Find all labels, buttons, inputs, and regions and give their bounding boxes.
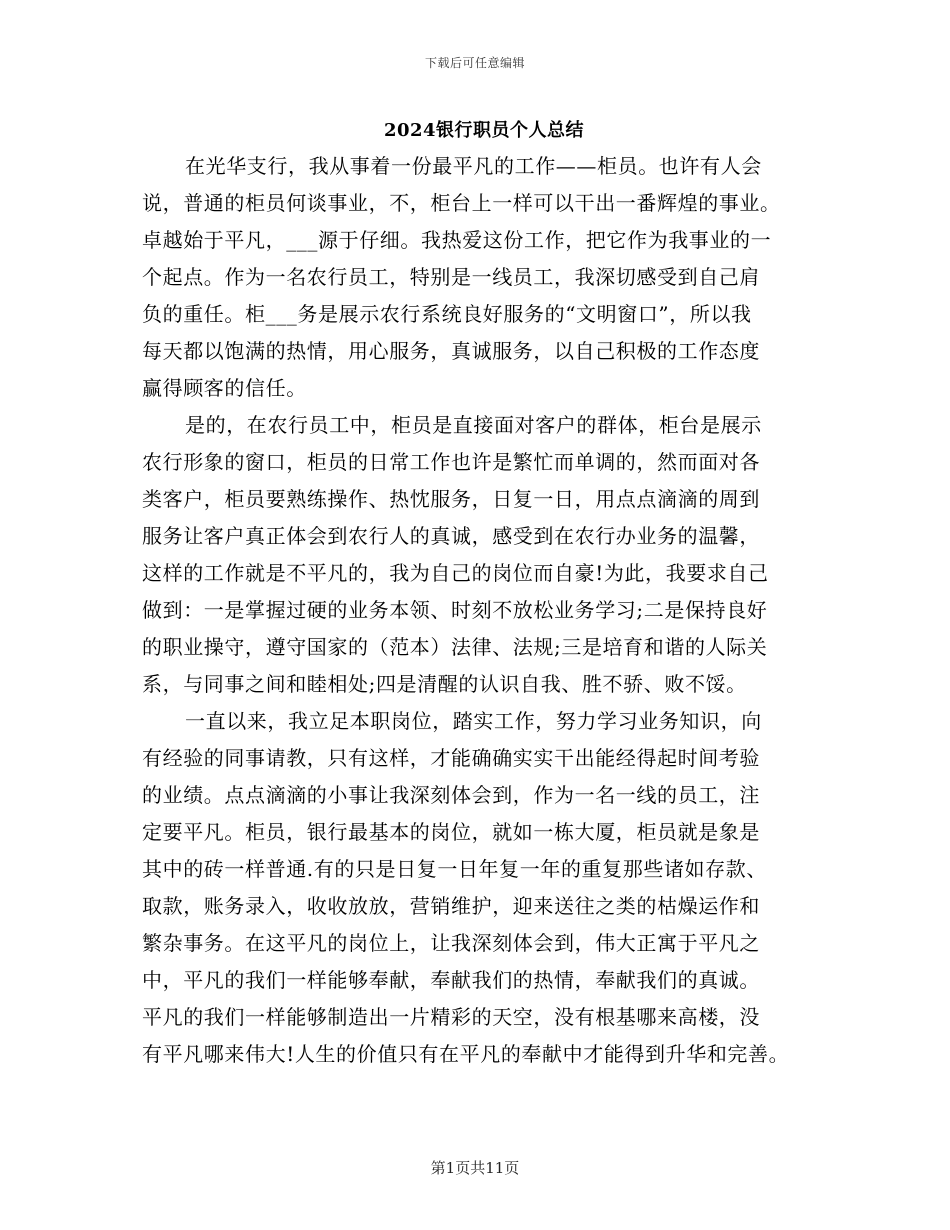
body-line: 卓越始于平凡，___源于仔细。我热爱这份工作，把它作为我事业的一: [142, 228, 772, 252]
body-line: 这样的工作就是不平凡的，我为自己的岗位而自豪!为此，我要求自己: [142, 561, 769, 585]
body-line: 有平凡哪来伟大!人生的价值只有在平凡的奉献中才能得到升华和完善。: [142, 1042, 790, 1066]
body-line: 中，平凡的我们一样能够奉献，奉献我们的热情，奉献我们的真诚。: [142, 968, 760, 992]
body-line: 个起点。作为一名农行员工，特别是一线员工，我深切感受到自己肩: [142, 265, 760, 289]
body-line: 系，与同事之间和睦相处;四是清醒的认识自我、胜不骄、败不馁。: [142, 672, 747, 696]
document-title: 2024银行职员个人总结: [383, 120, 585, 141]
page-header-note: 下载后可任意编辑: [424, 56, 525, 70]
body-line: 每天都以饱满的热情，用心服务，真诚服务，以自己积极的工作态度: [142, 339, 760, 363]
body-line: 说，普通的柜员何谈事业，不，柜台上一样可以干出一番辉煌的事业。: [142, 191, 781, 215]
body-line: 的业绩。点点滴滴的小事让我深刻体会到，作为一名一线的员工，注: [142, 783, 760, 807]
body-line: 其中的砖一样普通.有的只是日复一日年复一年的重复那些诸如存款、: [142, 857, 767, 881]
document-body: [142, 148, 810, 1073]
body-line: 的职业操守，遵守国家的（范本）法律、法规;三是培育和谐的人际关: [142, 635, 768, 659]
body-line: 赢得顾客的信任。: [142, 376, 307, 400]
body-line: 负的重任。柜___务是展示农行系统良好服务的“文明窗口”，所以我: [142, 302, 752, 326]
body-line: 平凡的我们一样能够制造出一片精彩的天空，没有根基哪来高楼，没: [142, 1005, 760, 1029]
body-line: 在光华支行，我从事着一份最平凡的工作——柜员。也许有人会: [185, 154, 762, 178]
body-line: 有经验的同事请教，只有这样，才能确确实实干出能经得起时间考验: [142, 746, 760, 770]
body-line: 一直以来，我立足本职岗位，踏实工作，努力学习业务知识，向: [185, 709, 762, 733]
body-line: 农行形象的窗口，柜员的日常工作也许是繁忙而单调的，然而面对各: [142, 450, 760, 474]
body-line: 定要平凡。柜员，银行最基本的岗位，就如一栋大厦，柜员就是象是: [142, 820, 760, 844]
body-line: 繁杂事务。在这平凡的岗位上，让我深刻体会到，伟大正寓于平凡之: [142, 931, 760, 955]
body-line: 是的，在农行员工中，柜员是直接面对客户的群体，柜台是展示: [185, 413, 762, 437]
body-line: 做到：一是掌握过硬的业务本领、时刻不放松业务学习;二是保持良好: [142, 598, 768, 622]
page-footer-page-number: 第1页共11页: [430, 1159, 520, 1177]
body-line: 取款，账务录入，收收放放，营销维护，迎来送往之类的枯燥运作和: [142, 894, 760, 918]
body-line: 类客户，柜员要熟练操作、热忱服务，日复一日，用点点滴滴的周到: [142, 487, 760, 511]
body-line: 服务让客户真正体会到农行人的真诚，感受到在农行办业务的温馨，: [142, 524, 760, 548]
